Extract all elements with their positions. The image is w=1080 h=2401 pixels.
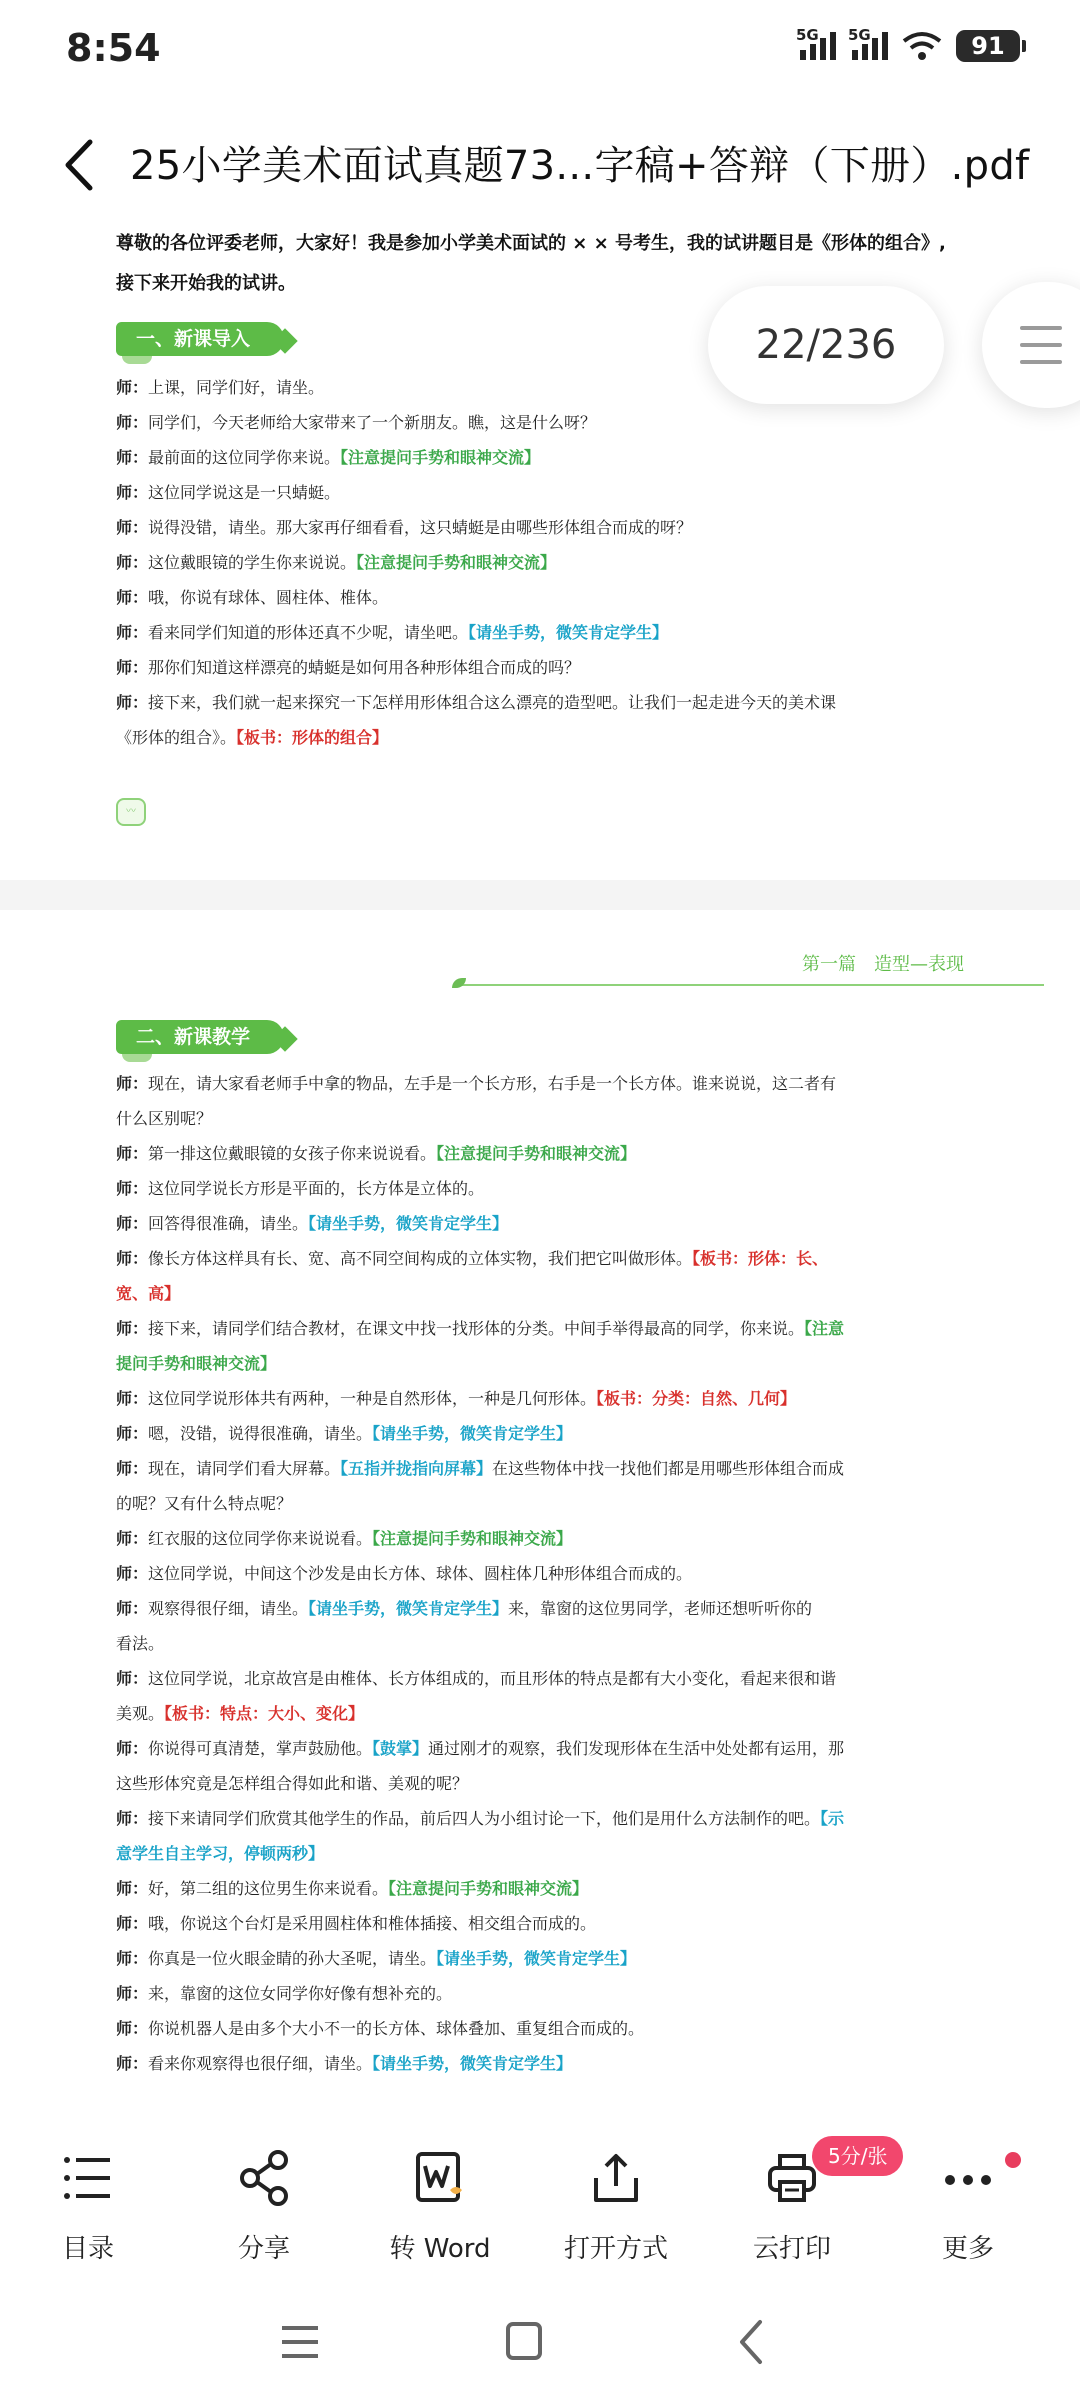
- toolbar-cloud-print-button[interactable]: 云打印: [712, 2148, 872, 2272]
- text-line: 师：说得没错，请坐。那大家再仔细看看，这只蜻蜓是由哪些形体组合而成的呀？: [116, 518, 693, 537]
- leaf-icon: [452, 978, 466, 988]
- intro-paragraph: 尊敬的各位评委老师，大家好！我是参加小学美术面试的 × × 号考生，我的试讲题目是《形体的组合》, 接下来开始我的试讲。: [116, 233, 946, 294]
- pdf-viewer[interactable]: [0, 220, 1080, 2130]
- text-line: 师：这位戴眼镜的学生你来说说。【注意提问手势和眼神交流】: [116, 553, 557, 572]
- document-title: 25小学美术面试真题73...字稿+答辩（下册）.pdf: [130, 143, 1030, 189]
- system-nav-bar: [0, 2286, 1080, 2401]
- text-line: 师：接下来，我们就一起来探究一下怎样用形体组合这么漂亮的造型吧。让我们一起走进今天的美术课: [116, 693, 837, 712]
- text-line: 师：这位同学说长方形是平面的，长方体是立体的。: [116, 1179, 485, 1198]
- title-bar: [0, 110, 1080, 220]
- toolbar-convert-word-button[interactable]: 转 Word: [360, 2148, 520, 2272]
- signal-icon: 5G: [850, 32, 888, 60]
- text-line: 师：第一排这位戴眼镜的女孩子你来说说看。【注意提问手势和眼神交流】: [116, 1144, 637, 1163]
- status-bar: [0, 0, 1080, 100]
- back-button[interactable]: [52, 132, 112, 198]
- text-line: 师：你说得可真清楚，掌声鼓励他。【鼓掌】通过刚才的观察，我们发现形体在生活中处处都有运用，那: [116, 1739, 845, 1758]
- text-line: 师：嗯，没错，说得很准确，请坐。【请坐手势，微笑肯定学生】: [116, 1424, 573, 1443]
- convert-word-icon: [410, 2148, 470, 2208]
- text-line: 宽、高】: [116, 1284, 181, 1303]
- running-head-text: 第一篇 造型—表现: [802, 954, 964, 975]
- running-head-rule: [460, 984, 1044, 986]
- section-label: 二、新课教学: [116, 1020, 284, 1054]
- toolbar-more-button[interactable]: 更多: [888, 2148, 1048, 2272]
- page-counter[interactable]: 22/236: [708, 286, 944, 404]
- signal-icon: 5G: [798, 32, 836, 60]
- nav-back-button[interactable]: [722, 2314, 782, 2370]
- toolbar-share-button[interactable]: 分享: [184, 2148, 344, 2272]
- nav-back-icon: [722, 2314, 782, 2370]
- text-line: 师：回答得很准确，请坐。【请坐手势，微笑肯定学生】: [116, 1214, 509, 1233]
- text-line: 什么区别呢？: [116, 1109, 213, 1128]
- nav-home-button[interactable]: [494, 2314, 554, 2370]
- page-text-lines: [116, 1066, 976, 2081]
- text-line: 师：这位同学说，北京故宫是由椎体、长方体组成的，而且形体的特点是都有大小变化，看起来很和谐: [116, 1669, 837, 1688]
- text-line: 师：哦，你说有球体、圆柱体、椎体。: [116, 588, 389, 607]
- text-line: 师：上课，同学们好，请坐。: [116, 378, 325, 397]
- price-badge: 5分/张: [812, 2136, 903, 2176]
- text-line: 提问手势和眼神交流】: [116, 1354, 277, 1373]
- text-line: 师：来，靠窗的这位女同学你好像有想补充的。: [116, 1984, 453, 2003]
- text-line: 师：好，第二组的这位男生你来说看。【注意提问手势和眼神交流】: [116, 1879, 589, 1898]
- text-line: 师：接下来，请同学们结合教材，在课文中找一找形体的分类。中间手举得最高的同学，你来说。【注意: [116, 1319, 845, 1338]
- text-line: 师：看来同学们知道的形体还真不少呢，请坐吧。【请坐手势，微笑肯定学生】: [116, 623, 669, 642]
- status-time: 8:54: [66, 26, 161, 70]
- menu-lines-icon: [270, 2314, 330, 2370]
- text-line: 师：像长方体这样具有长、宽、高不同空间构成的立体实物，我们把它叫做形体。【板书：形体：长、: [116, 1249, 829, 1268]
- home-square-icon: [494, 2314, 554, 2370]
- wifi-icon: [902, 31, 942, 61]
- pdf-page: [0, 910, 1080, 2130]
- status-icons: [796, 26, 1020, 62]
- text-line: 师：这位同学说形体共有两种，一种是自然形体，一种是几何形体。【板书：分类：自然、几何】: [116, 1389, 797, 1408]
- text-line: 《形体的组合》。【板书：形体的组合】: [116, 728, 389, 747]
- text-line: 这些形体究竟是怎样组合得如此和谐、美观的呢？: [116, 1774, 469, 1793]
- text-line: 师：这位同学说这是一只蜻蜓。: [116, 483, 341, 502]
- notification-dot: [1005, 2152, 1021, 2168]
- text-line: 看法。: [116, 1634, 165, 1653]
- list-icon: [58, 2148, 118, 2208]
- text-line: 师：你真是一位火眼金睛的孙大圣呢，请坐。【请坐手势，微笑肯定学生】: [116, 1949, 637, 1968]
- text-line: 美观。【板书：特点：大小、变化】: [116, 1704, 365, 1723]
- running-head: [0, 950, 1080, 990]
- text-line: 师：哦，你说这个台灯是采用圆柱体和椎体插接、相交组合而成的。: [116, 1914, 597, 1933]
- text-line: 师：红衣服的这位同学你来说说看。【注意提问手势和眼神交流】: [116, 1529, 573, 1548]
- text-line: 师：现在，请同学们看大屏幕。【五指并拢指向屏幕】在这些物体中找一找他们都是用哪些形体组合而成: [116, 1459, 845, 1478]
- toolbar-catalog-button[interactable]: 目录: [8, 2148, 168, 2272]
- back-arrow-icon: [52, 132, 112, 198]
- nav-recents-button[interactable]: [270, 2314, 330, 2370]
- more-icon: [938, 2148, 998, 2208]
- open-with-icon: [586, 2148, 646, 2208]
- text-line: 师：观察得很仔细，请坐。【请坐手势，微笑肯定学生】来，靠窗的这位男同学，老师还想听听你的: [116, 1599, 813, 1618]
- text-line: 师：同学们，今天老师给大家带来了一个新朋友。瞧，这是什么呀？: [116, 413, 597, 432]
- text-line: 的呢？又有什么特点呢？: [116, 1494, 293, 1513]
- battery-indicator: 91: [956, 30, 1020, 62]
- text-line: 师：这位同学说，中间这个沙发是由长方体、球体、圆柱体几种形体组合而成的。: [116, 1564, 693, 1583]
- text-line: 师：那你们知道这样漂亮的蜻蜓是如何用各种形体组合而成的吗？: [116, 658, 581, 677]
- text-line: 师：最前面的这位同学你来说。【注意提问手势和眼神交流】: [116, 448, 541, 467]
- text-line: 师：现在，请大家看老师手中拿的物品，左手是一个长方形，右手是一个长方体。谁来说说，这二者有: [116, 1074, 837, 1093]
- text-line: 师：看来你观察得也很仔细，请坐。【请坐手势，微笑肯定学生】: [116, 2054, 573, 2073]
- text-line: 意学生自主学习，停顿两秒】: [116, 1844, 325, 1863]
- text-line: 师：你说机器人是由多个大小不一的长方体、球体叠加、重复组合而成的。: [116, 2019, 645, 2038]
- toolbar-open-with-button[interactable]: 打开方式: [536, 2148, 696, 2272]
- section-label: 一、新课导入: [116, 322, 284, 356]
- page-text-lines: [116, 370, 976, 755]
- page-badge-icon: 〰: [116, 798, 146, 826]
- share-icon: [234, 2148, 294, 2208]
- text-line: 师：接下来请同学们欣赏其他学生的作品，前后四人为小组讨论一下，他们是用什么方法制作的吧。【示: [116, 1809, 845, 1828]
- bottom-toolbar: [0, 2130, 1080, 2280]
